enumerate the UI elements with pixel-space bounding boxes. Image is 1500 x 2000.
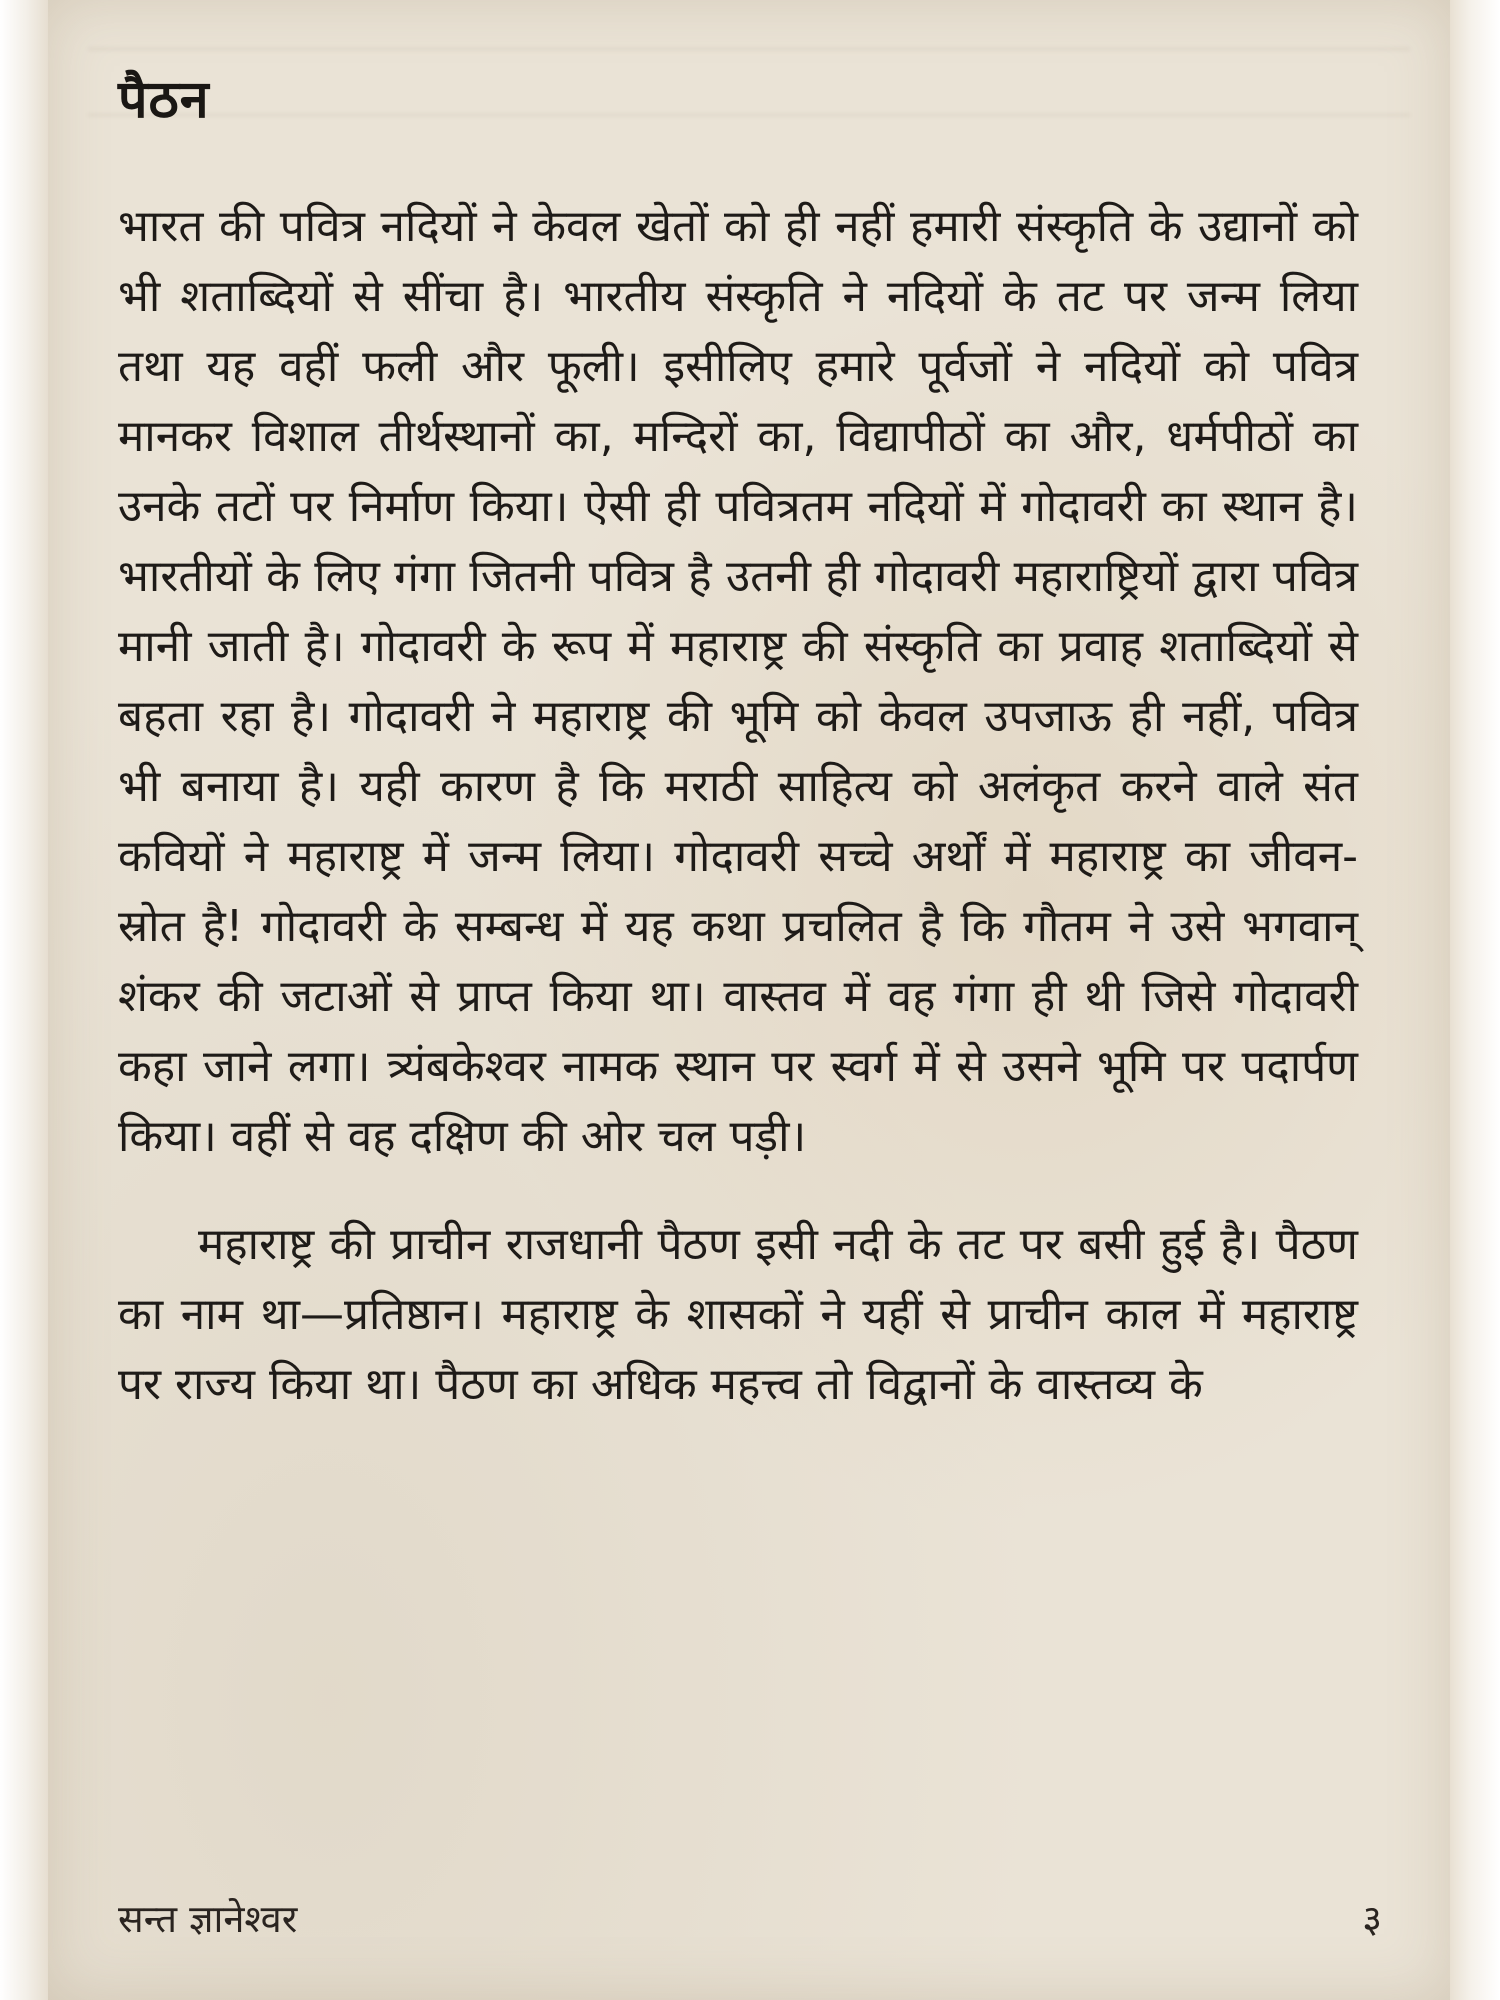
scan-margin-left [0, 0, 48, 2000]
chapter-heading: पैठन [118, 70, 210, 130]
paragraph-1: भारत की पवित्र नदियों ने केवल खेतों को ही नहीं हमारी संस्कृति के उद्यानों को भी शताब्दियों से सींचा है। भारतीय संस्कृति ने नदियों के तट पर जन्म लिया तथा यह वहीं फली और फूली। इसीलिए हमारे पूर्वजों ने नदियों को पवित्र मानकर विशाल तीर्थस्थानों का, मन्दिरों का, विद्यापीठों का और, धर्मपीठों का उनके तटों पर निर्माण किया। ऐसी ही पवित्रतम नदियों में गोदावरी का स्थान है। भारतीयों के लिए गंगा जितनी पवित्र है उतनी ही गोदावरी महाराष्ट्रियों द्वारा पवित्र मानी जाती है। गोदावरी के रूप में महाराष्ट्र की संस्कृति का प्रवाह शताब्दियों से बहता रहा है। गोदावरी ने महाराष्ट्र की भूमि को केवल उपजाऊ ही नहीं, पवित्र भी बनाया है। यही कारण है कि मराठी साहित्य को अलंकृत करने वाले संत कवियों ने महाराष्ट्र में जन्म लिया। गोदावरी सच्चे अर्थों में महाराष्ट्र का जीवन-स्रोत है! गोदावरी के सम्बन्ध में यह कथा प्रचलित है कि गौतम ने उसे भगवान् शंकर की जटाओं से प्राप्त किया था। वास्तव में वह गंगा ही थी जिसे गोदावरी कहा जाने लगा। त्र्यंबकेश्वर नामक स्थान पर स्वर्ग में से उसने भूमि पर पदार्पण किया। वहीं से वह दक्षिण की ओर चल पड़ी। [118, 201, 1358, 1162]
body-text [118, 192, 1358, 1420]
page-number: ३ [1362, 1897, 1382, 1941]
running-footer-title: सन्त ज्ञानेश्वर [118, 1897, 298, 1941]
paragraph-2: महाराष्ट्र की प्राचीन राजधानी पैठण इसी नदी के तट पर बसी हुई है। पैठण का नाम था—प्रतिष्ठान। महाराष्ट्र के शासकों ने यहीं से प्राचीन काल में महाराष्ट्र पर राज्य किया था। पैठण का अधिक महत्त्व तो विद्वानों के वास्तव्य के [118, 1219, 1358, 1410]
show-through-text [88, 10, 1410, 140]
page-footer [118, 1892, 1382, 1944]
scan-margin-right [1450, 0, 1500, 2000]
